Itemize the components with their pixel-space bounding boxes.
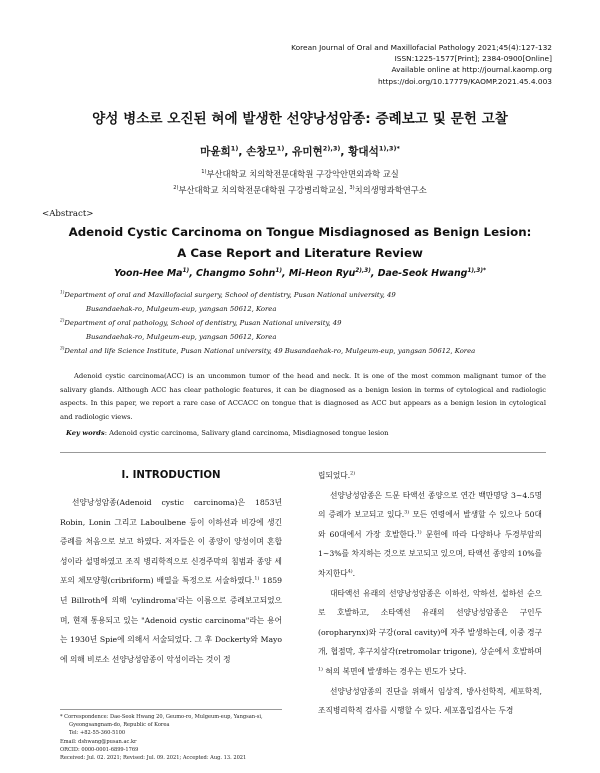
citation-sup: 1) (318, 667, 323, 673)
korean-aff-2: 부산대학교 치의학전문대학원 구강병리학교실, (178, 185, 347, 195)
english-aff-2a: Department of oral pathology, School of dentistry, Pusan National university, 49 (64, 319, 342, 327)
english-aff-2b: Busandaehak-ro, Mulgeum-eup, yangsan 50612, Korea (86, 333, 277, 341)
author-sup: 1) (182, 267, 190, 274)
footnote-divider (60, 709, 282, 710)
author-name: 손창모 (246, 146, 277, 158)
paragraph-text: 선양낭성암종은 드문 타액선 종양으로 연간 백만명당 3~4.5명의 증례가 보고되고 있다. (318, 490, 542, 520)
paragraph-text: 선양낭성암종의 진단을 위해서 임상적, 방사선학적, 세포학적, 조직병리학적 검사를 시행할 수 있다. 세포흡입검사는 두경 (318, 686, 542, 716)
journal-header (291, 42, 552, 87)
paragraph (318, 682, 542, 721)
abstract-body: Adenoid cystic carcinoma(ACC) is an uncommon tumor of the head and neck. It is one of the most common malignant tumor of the salivary glands. Although ACC has clear pathologic features, it can be diagnosed as a benign lesion in terms of cytological and radiologic aspects. In this paper, we report a rare case of ACCACC on tongue that is diagnosed as ACC but appears as a benign lesion in cytological and radiologic views. (60, 372, 546, 421)
paragraph-text: . (352, 568, 356, 578)
footnote-line: Tel: +82-55-360-5100 (69, 730, 126, 737)
english-title-line2: A Case Report and Literature Review (177, 246, 423, 260)
journal-doi: https://doi.org/10.17779/KAOMP.2021.45.4.003 (377, 76, 552, 86)
paragraph (318, 584, 542, 682)
author-sup: 1) (230, 144, 239, 153)
author-name: Changmo Sohn (196, 268, 276, 279)
author-name: Yoon-Hee Ma (113, 268, 183, 279)
english-aff-1a: Department of oral and Maxillofacial surgery, School of dentistry, Pusan National university, 49 (64, 291, 396, 299)
author-sup: 2),3) (355, 267, 371, 274)
paragraph (318, 466, 542, 486)
author-sup: 1),3)* (467, 267, 487, 274)
korean-aff-3: 치의생명과학연구소 (354, 185, 427, 195)
journal-url: Available online at http://journal.kaomp.org (391, 65, 552, 75)
column-right (318, 466, 542, 721)
keywords (66, 429, 389, 437)
paragraph-text: 모든 연령에서 발생할 수 있으나 50대와 60대에서 가장 호발한다. (318, 510, 542, 539)
citation-sup: 1) (254, 576, 260, 582)
citation-sup: 1) (416, 530, 422, 536)
correspondence-footnote (60, 713, 288, 762)
footnote-line: ORCID: 0000-0001-6899-1769 (60, 746, 139, 753)
footnote-line: Email: dshwang@pusan.ac.kr (60, 738, 137, 745)
paragraph-text: 혀의 복면에 발생하는 경우는 빈도가 낮다. (322, 666, 467, 676)
citation-sup: 4) (347, 569, 353, 575)
korean-authors: 마윤희$^{1)}$, 손창모$^{1)}$, 유미현$^{2),3)}$, 황대석$^{1),3)*}$ (200, 144, 400, 158)
korean-aff-1: 부산대학교 치의학전문대학원 구강악안면외과학 교실 (206, 169, 399, 179)
paragraph-text: 립되었다. (318, 471, 351, 480)
citation-sup: 2) (350, 471, 356, 477)
aff-sup: 3) (60, 345, 65, 351)
english-aff-1b: Busandaehak-ro, Mulgeum-eup, yangsan 50612, Korea (86, 305, 277, 313)
english-authors: Yoon-Hee Ma$^{1)}$, Changmo Sohn$^{1)}$, Mi-Heon Ryu$^{2),3)}$, Dae-Seok Hwang$^{1),3)*}$ (113, 267, 487, 279)
author-sup: 1),3)* (378, 144, 400, 153)
author-name: Mi-Heon Ryu (288, 268, 356, 279)
footnote-line: * Correspondence: Dae-Seok Hwang 20, Geumo-ro, Mulgeum-eup, Yangsan-si, (60, 714, 263, 720)
paragraph-text: 대타액선 유래의 선양낭성암종은 이하선, 악하선, 설하선 순으로 호발하고, 소타액선 유래의 선양낭성암종은 구인두(oropharynx)와 구강(oral cavity)에 자주 발생하는데, 이중 경구개, 협점막, 후구치삼각(retromolar trigone), 상순에서 호발하며 (318, 588, 542, 657)
section-heading: Ⅰ. INTRODUCTION (121, 470, 221, 481)
keywords-text: : Adenoid cystic carcinoma, Salivary gland carcinoma, Misdiagnosed tongue lesion (104, 429, 389, 437)
aff-sup: 1) (201, 169, 207, 176)
author-name: 마윤희 (200, 146, 231, 158)
english-title (0, 222, 600, 264)
citation-sup: 3) (404, 510, 410, 516)
aff-sup: 2) (173, 185, 179, 192)
column-left (60, 493, 282, 669)
author-sup: 2),3) (322, 144, 341, 153)
author-name: 유미현 (292, 146, 323, 158)
journal-issn: ISSN:1225-1577[Print]; 2384-0900[Online] (394, 54, 552, 64)
english-title-line1: Adenoid Cystic Carcinoma on Tongue Misdiagnosed as Benign Lesion: (68, 225, 532, 239)
keywords-label: Key words (66, 429, 105, 437)
aff-sup: 3) (349, 185, 355, 192)
korean-title: 양성 병소로 오진된 혀에 발생한 선양낭성암종: 증례보고 및 문헌 고찰 (92, 111, 508, 127)
paragraph (60, 493, 282, 669)
english-affiliations (60, 288, 475, 358)
english-aff-3: Dental and life Science Institute, Pusan National university, 49 Busandaehak-ro, Mulgeum-eup, yangsan 50612, Korea (64, 347, 476, 355)
author-sup: 1) (276, 144, 285, 153)
paragraph-text: 문헌에 따라 다양하나 두경부암의 1~3%를 차지하는 것으로 보고되고 있으며, 타액선 종양의 10%를 차지한다 (318, 529, 542, 578)
journal-citation: Korean Journal of Oral and Maxillofacial Pathology 2021;45(4):127-132 (291, 43, 552, 52)
footnote-line: Received: Jul. 02. 2021; Revised: Jul. 09. 2021; Accepted: Aug. 13. 2021 (60, 755, 247, 762)
section-divider (60, 452, 546, 453)
aff-sup: 1) (60, 289, 65, 295)
aff-sup: 2) (60, 317, 65, 323)
footnote-line: Gyeongsangnam-do, Republic of Korea (69, 722, 170, 729)
author-sup: 1) (275, 267, 283, 274)
abstract-tag: <Abstract> (42, 209, 94, 219)
author-name: 황대석 (348, 146, 379, 158)
paragraph-text: 선양낭성암종(Adenoid cystic carcinoma)은 1853년 Robin, Lonin 그리고 Laboulbene 등이 이하선과 비강에 생긴 증례를 처음으로 보고 하였다. 저자들은 이 종양이 양성이며 혼합성이라 설명하였고 조직 병리학적으로 신경주막의 침범과 종양 세포의 체모양형(cribriform) 배열을 특정으로 서술하였다. (60, 498, 282, 586)
author-name: Dae-Seok Hwang (377, 268, 468, 279)
korean-affiliations (0, 166, 600, 198)
paragraph-text: 1859년 Billroth에 의해 'cylindroma'라는 이름으로 증례보고되었으며, 현재 통용되고 있는 "Adenoid cystic carcinoma"라는 용어는 1930년 Spie에 의해서 서술되었다. 그 후 Dockerty와 Mayo에 의해 비로소 선양낭성암종이 악성이라는 것이 정 (60, 576, 282, 664)
paragraph (318, 486, 542, 584)
